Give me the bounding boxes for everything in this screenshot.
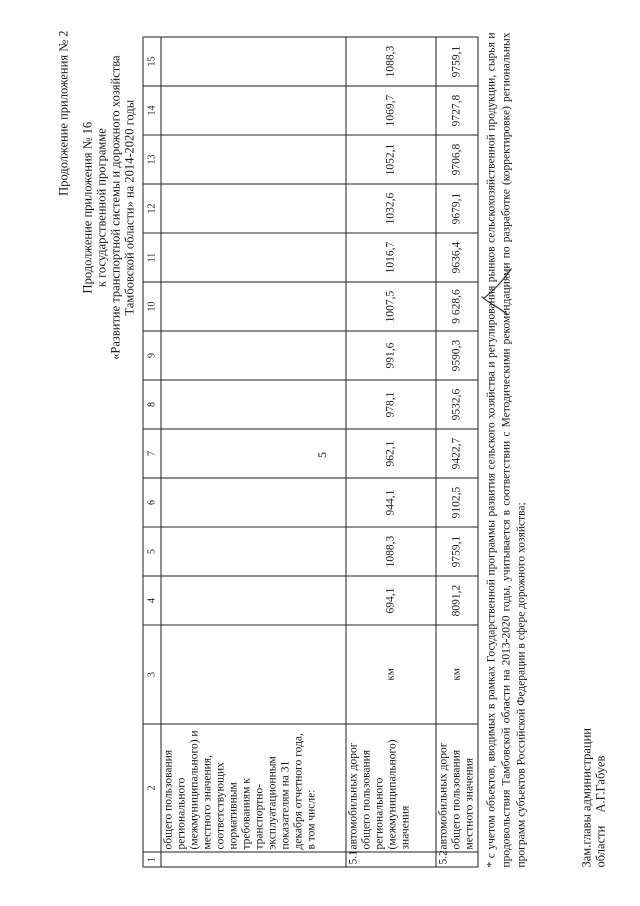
page-number: 5 xyxy=(315,452,329,458)
row-value xyxy=(161,282,346,331)
signature-position: Зам.главы администрации xyxy=(579,728,594,868)
row-number: 5.1. xyxy=(346,852,436,867)
row-value xyxy=(161,233,346,282)
row-value: 9102,5 xyxy=(436,478,478,527)
column-number: 13 xyxy=(143,135,161,184)
row-unit xyxy=(161,625,346,724)
title-line: Тамбовской области» на 2014-2020 годы xyxy=(122,99,137,316)
column-number: 6 xyxy=(143,478,161,527)
row-value: 978,1 xyxy=(346,380,436,429)
column-number: 3 xyxy=(143,625,161,724)
row-value xyxy=(161,37,346,86)
pen-marks xyxy=(478,261,518,321)
row-value xyxy=(161,184,346,233)
row-number xyxy=(161,852,346,867)
column-number: 8 xyxy=(143,380,161,429)
row-value xyxy=(161,86,346,135)
signature-region: области xyxy=(593,825,608,868)
column-number: 1 xyxy=(143,852,161,867)
row-value xyxy=(161,135,346,184)
appendix-title xyxy=(81,56,137,360)
rotated-page xyxy=(0,1,640,906)
row-value: 962,1 xyxy=(346,429,436,478)
row-value: 1088,3 xyxy=(346,527,436,576)
column-number-row xyxy=(143,37,161,867)
signature-line xyxy=(594,728,608,867)
row-value xyxy=(161,429,346,478)
title-line: Продолжение приложения № 16 xyxy=(80,121,95,294)
row-value: 1016,7 xyxy=(346,233,436,282)
row-unit: км xyxy=(436,625,478,724)
row-number: 5.2. xyxy=(436,852,478,867)
row-value: 1052,1 xyxy=(346,135,436,184)
row-value: 991,6 xyxy=(346,331,436,380)
column-number: 14 xyxy=(143,86,161,135)
column-number: 5 xyxy=(143,527,161,576)
row-value: 9706,8 xyxy=(436,135,478,184)
row-name: автомобильных дорог общего пользования регионального (межмуниципального) значения xyxy=(346,724,436,852)
title-line: «Развитие транспортной системы и дорожного хозяйства xyxy=(108,55,123,360)
column-number: 12 xyxy=(143,184,161,233)
table-row xyxy=(436,37,478,867)
table-row xyxy=(346,37,436,867)
row-value: 9590,3 xyxy=(436,331,478,380)
table-row xyxy=(161,37,346,867)
column-number: 7 xyxy=(143,429,161,478)
column-number: 2 xyxy=(143,724,161,852)
row-value: 9727,8 xyxy=(436,86,478,135)
row-name: автомобильных дорог общего пользования местного значения xyxy=(436,724,478,852)
indicators-table xyxy=(143,37,479,868)
signature-block xyxy=(580,728,608,867)
row-value: 9 628,6 xyxy=(436,282,478,331)
row-value xyxy=(161,331,346,380)
row-value xyxy=(161,478,346,527)
row-value: 694,1 xyxy=(346,576,436,625)
signature-name: А.Г.Габуев xyxy=(593,755,608,813)
row-value: 8091,2 xyxy=(436,576,478,625)
row-value xyxy=(161,380,346,429)
row-value: 1007,5 xyxy=(346,282,436,331)
title-line: к государственной программе xyxy=(94,128,109,288)
row-value: 944,1 xyxy=(346,478,436,527)
column-number: 4 xyxy=(143,576,161,625)
row-value xyxy=(161,576,346,625)
row-value: 9422,7 xyxy=(436,429,478,478)
row-value: 9636,4 xyxy=(436,233,478,282)
continuation-header: Продолжение приложения № 2 xyxy=(56,30,71,196)
footnote xyxy=(485,33,530,868)
row-value: 1032,6 xyxy=(346,184,436,233)
row-value: 9759,1 xyxy=(436,527,478,576)
row-value: 9679,1 xyxy=(436,184,478,233)
row-value: 9759,1 xyxy=(436,37,478,86)
row-value: 1069,7 xyxy=(346,86,436,135)
column-number: 10 xyxy=(143,282,161,331)
footnote-text: с учетом объектов, вводимых в рамках Государственной программы развития сельского хозяйства и регулирования рынков сельскохозяйственной продукции, сырья и продовольствия Тамбовской области на 2013-2020 годы, учитывается в соответствии с Методическими рекомендациями по разработке (корректировке) региональных программ субъектов Российской Федерации в сфере дорожного хозяйства; xyxy=(485,32,528,868)
footnote-marker: * xyxy=(485,861,498,868)
column-number: 15 xyxy=(143,37,161,86)
row-value: 9532,6 xyxy=(436,380,478,429)
row-value: 1088,3 xyxy=(346,37,436,86)
row-unit: км xyxy=(346,625,436,724)
row-name: общего пользования регионального (межмуниципального) и местного значения, соответствующих нормативным требованиям к транспортно-эксплуатационным показателям на 31 декабря отчетного года, в том числе: xyxy=(161,724,346,852)
column-number: 11 xyxy=(143,233,161,282)
column-number: 9 xyxy=(143,331,161,380)
row-value xyxy=(161,527,346,576)
